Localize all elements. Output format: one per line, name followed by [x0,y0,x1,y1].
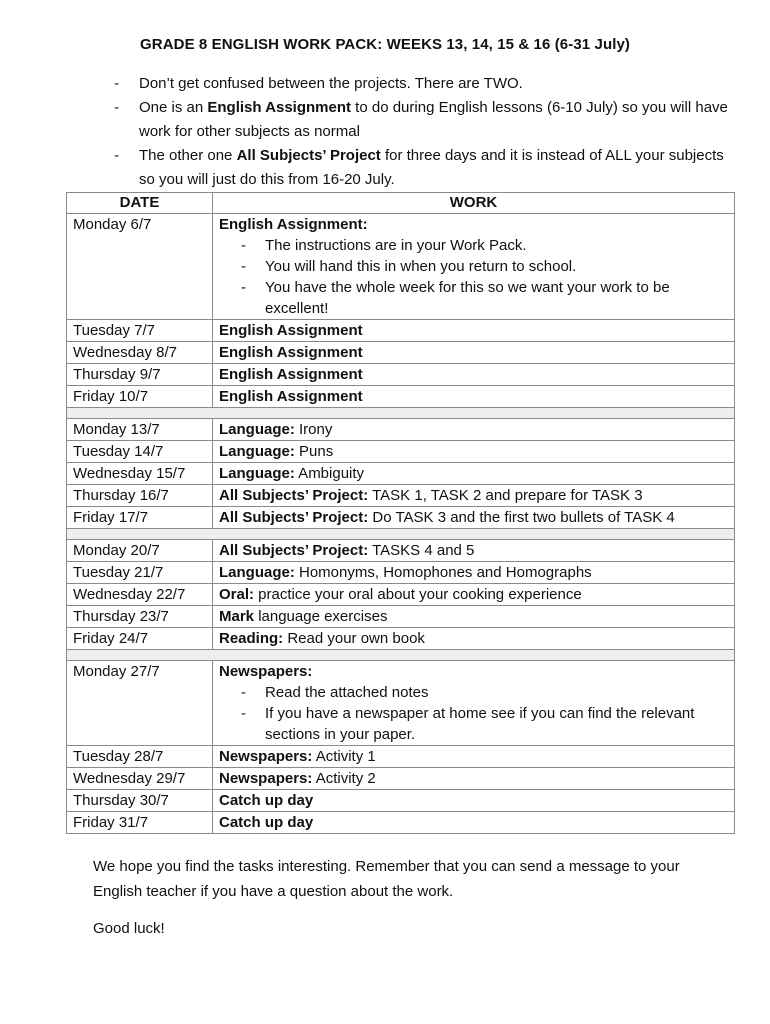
table-row [67,463,735,485]
table-row [67,364,735,386]
work-label: English Assignment [219,388,363,405]
table-row [67,485,735,507]
work-label: All Subjects’ Project: [219,509,369,526]
work-cell [213,320,735,342]
work-label: Newspapers: [219,748,313,765]
date-cell: Thursday 30/7 [67,790,213,812]
bullet-dash: - [114,147,119,164]
date-cell: Wednesday 29/7 [67,768,213,790]
work-cell [213,661,735,746]
text-bold: All Subjects’ Project [236,147,381,164]
work-label: English Assignment [219,366,363,383]
list-item-text [139,96,734,144]
week-separator [67,650,735,661]
table-row [67,540,735,562]
text-bold: English Assignment [207,99,352,116]
date-cell: Tuesday 7/7 [67,320,213,342]
work-label: All Subjects’ Project: [219,542,369,559]
work-cell [213,746,735,768]
closing-paragraph: We hope you find the tasks interesting. Remember that you can send a message to your English teacher if you have a question about the work. [93,858,680,900]
date-cell: Tuesday 28/7 [67,746,213,768]
text-pre: One is an [139,99,208,116]
work-cell [213,768,735,790]
table-row [67,441,735,463]
work-cell [213,628,735,650]
separator-cell [67,529,735,540]
table-row [67,812,735,834]
week-separator [67,408,735,419]
work-cell [213,584,735,606]
work-label: English Assignment [219,322,363,339]
work-cell [213,342,735,364]
page-title: GRADE 8 ENGLISH WORK PACK: WEEKS 13, 14, 15 & 16 (6-31 July) [140,36,631,53]
bullet-dash: - [241,279,246,296]
date-cell: Friday 17/7 [67,507,213,529]
column-header-date: DATE [67,193,213,214]
work-detail: practice your oral about your cooking experience [254,586,582,603]
bullet-dash: - [114,99,119,116]
date-cell: Friday 31/7 [67,812,213,834]
work-label: Language: [219,421,295,438]
bullet-dash: - [241,684,246,701]
work-cell [213,812,735,834]
list-item [114,144,734,192]
work-cell [213,540,735,562]
table-row [67,320,735,342]
work-label: Language: [219,564,295,581]
work-label: English Assignment [219,344,363,361]
table-row [67,661,735,746]
work-label: Catch up day [219,814,314,831]
work-label: All Subjects’ Project: [219,487,369,504]
date-cell: Monday 13/7 [67,419,213,441]
text-post: to do during English lessons (6-10 July) so you will have work for other subjects as normal [139,99,728,140]
date-cell: Monday 6/7 [67,214,213,320]
table-row [67,768,735,790]
list-item-text: Don’t get confused between the projects. There are TWO. [139,75,523,92]
note-text: You will hand this in when you return to school. [265,258,577,275]
separator-cell [67,650,735,661]
table-row [67,606,735,628]
list-item-text [139,144,734,192]
work-detail: Activity 1 [312,748,376,765]
work-heading: English Assignment: [219,216,368,233]
work-detail: TASKS 4 and 5 [368,542,475,559]
intro-list [114,72,734,192]
work-cell [213,419,735,441]
separator-cell [67,408,735,419]
work-cell [213,485,735,507]
table-header-row [67,193,735,214]
date-cell: Monday 27/7 [67,661,213,746]
note-text: You have the whole week for this so we want your work to be excellent! [265,279,670,317]
bullet-dash: - [241,705,246,722]
text-pre: The other one [139,147,237,164]
closing-message [93,854,713,953]
table-row [67,584,735,606]
column-header-work: WORK [213,193,735,214]
week-rows [67,746,735,834]
date-cell: Friday 10/7 [67,386,213,408]
table-row [67,507,735,529]
work-label: Newspapers: [219,770,313,787]
date-cell: Thursday 23/7 [67,606,213,628]
work-cell [213,606,735,628]
work-detail: Do TASK 3 and the first two bullets of TASK 4 [368,509,675,526]
week-rows [67,540,735,650]
work-detail: Irony [294,421,333,438]
schedule-table [66,192,735,834]
work-detail: Read your own book [283,630,425,647]
work-cell [213,463,735,485]
work-detail: Homonyms, Homophones and Homographs [294,564,592,581]
work-cell [213,441,735,463]
date-cell: Tuesday 14/7 [67,441,213,463]
work-cell [213,364,735,386]
work-label: Reading: [219,630,284,647]
note-item [219,277,728,319]
week-rows [67,320,735,408]
note-item [219,256,728,277]
date-cell: Friday 24/7 [67,628,213,650]
list-item [114,72,734,96]
work-cell [213,214,735,320]
bullet-dash: - [114,75,119,92]
note-text: The instructions are in your Work Pack. [265,237,527,254]
bullet-dash: - [241,258,246,275]
list-item [114,96,734,144]
work-heading: Newspapers: [219,663,313,680]
date-cell: Thursday 16/7 [67,485,213,507]
week-separator [67,529,735,540]
work-label: Oral: [219,586,255,603]
table-row [67,214,735,320]
table-row [67,746,735,768]
work-cell [213,790,735,812]
date-cell: Wednesday 22/7 [67,584,213,606]
work-label: Language: [219,465,295,482]
work-cell [213,386,735,408]
work-label: Mark [219,608,255,625]
table-row [67,342,735,364]
table-row [67,790,735,812]
work-detail: Ambiguity [294,465,365,482]
note-item [219,235,728,256]
note-text: If you have a newspaper at home see if you can find the relevant sections in your paper. [265,705,695,743]
note-item [219,682,728,703]
work-detail: Puns [294,443,334,460]
note-item [219,703,728,745]
table-row [67,386,735,408]
note-text: Read the attached notes [265,684,429,701]
date-cell: Wednesday 15/7 [67,463,213,485]
text-post: for three days and it is instead of ALL your subjects so you will just do this from 16-20 July. [139,147,724,188]
signoff: Good luck! [93,920,165,937]
date-cell: Thursday 9/7 [67,364,213,386]
work-cell [213,562,735,584]
table-row [67,562,735,584]
work-detail: TASK 1, TASK 2 and prepare for TASK 3 [368,487,643,504]
table-row [67,419,735,441]
bullet-dash: - [241,237,246,254]
date-cell: Monday 20/7 [67,540,213,562]
table-row [67,628,735,650]
week-rows [67,419,735,529]
date-cell: Tuesday 21/7 [67,562,213,584]
work-label: Language: [219,443,295,460]
work-detail: Activity 2 [312,770,376,787]
work-cell [213,507,735,529]
work-detail: language exercises [254,608,388,625]
work-label: Catch up day [219,792,314,809]
date-cell: Wednesday 8/7 [67,342,213,364]
